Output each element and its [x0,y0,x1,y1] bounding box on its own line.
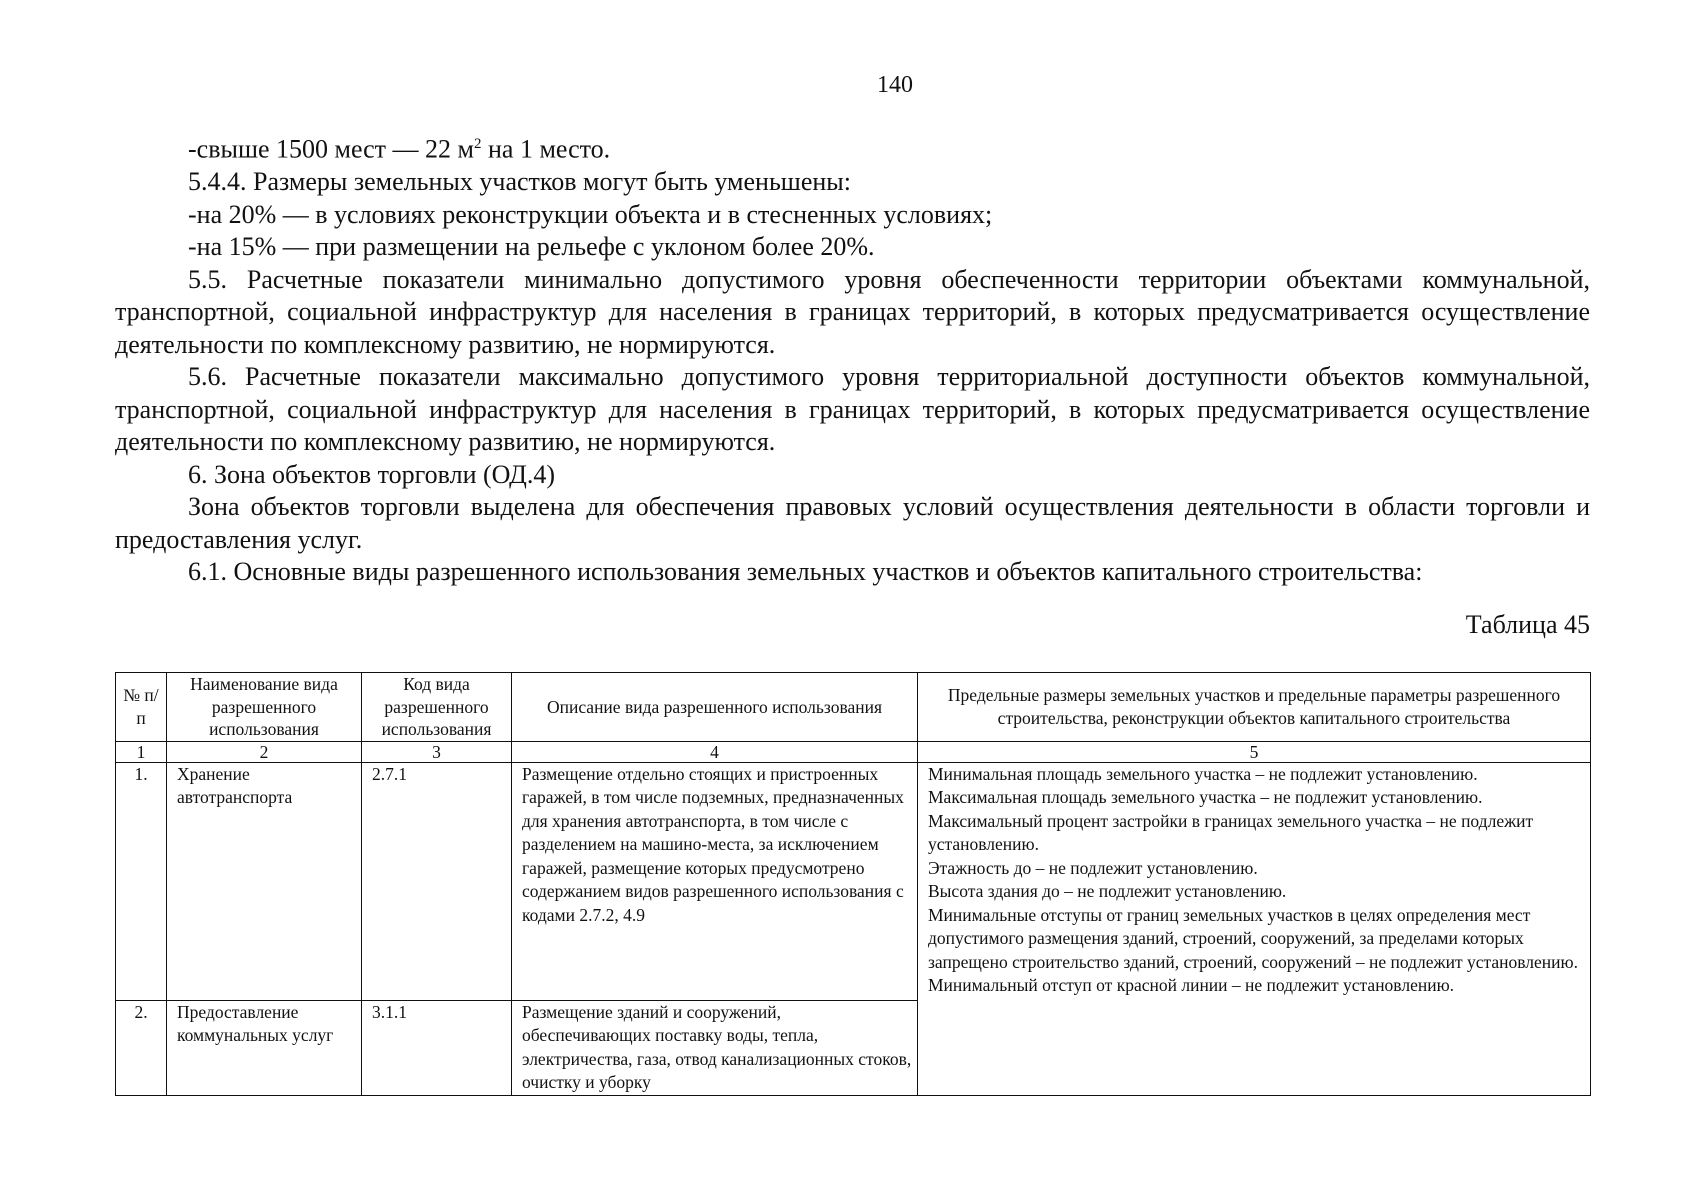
header-number: № п/п [116,673,167,742]
column-number: 2 [167,741,362,762]
table-header-row [116,673,1591,742]
paragraph-seats [115,128,1590,166]
parameter-line: Максимальный процент застройки в границах земельного участка – не подлежит установлению. [928,810,1534,854]
column-number-row [116,741,1591,762]
paragraph-6-1: 6.1. Основные виды разрешенного использования земельных участков и объектов капитального строительства: [188,557,1423,587]
use-name: Предоставление коммунальных услуг [167,1000,362,1095]
paragraph-5-4-4: 5.4.4. Размеры земельных участков могут быть уменьшены: [188,167,851,197]
regulations-table [115,672,1591,1096]
column-number: 3 [362,741,512,762]
paragraph-5-5: 5.5. Расчетные показатели минимально допустимого уровня обеспеченности территории объектами коммунальной, транспортной, социальной инфраструктур для населения в границах территорий, в которых предусматривается осуществление деятельности по комплексному развитию, не нормируются. [115,264,1590,359]
parameter-line: Высота здания до – не подлежит установлению. [928,881,1287,901]
use-name: Хранение автотранспорта [167,762,362,1000]
use-description: Размещение отдельно стоящих и пристроенных гаражей, в том числе подземных, предназначенных для хранения автотранспорта, в том числе с разделением на машино-места, за исключением гаражей, размещение которых предусмотрено содержанием видов разрешенного использования с кодами 2.7.2, 4.9 [512,762,918,1000]
table-row [116,762,1591,1000]
header-parameters: Предельные размеры земельных участков и предельные параметры разрешенного строительства, реконструкции объектов капитального строительства [918,673,1591,742]
table-caption: Таблица 45 [1465,610,1590,639]
header-use-name: Наименование вида разрешенного использования [167,673,362,742]
paragraph-5-6: 5.6. Расчетные показатели максимально допустимого уровня территориальной доступности объектов коммунальной, транспортной, социальной инфраструктур для населения в границах территорий, в которых предусматривается осуществление деятельности по комплексному развитию, не нормируются. [115,362,1590,457]
paragraph-seats-text: -свыше 1500 мест — 22 м [188,134,474,164]
header-use-code: Код вида разрешенного использования [362,673,512,742]
parameter-line: Этажность до – не подлежит установлению. [928,857,1258,878]
parameters-cell [918,762,1591,1095]
parameter-line: Минимальная площадь земельного участка – не подлежит установлению. [928,763,1478,784]
page-number: 140 [877,72,913,98]
use-code: 3.1.1 [362,1000,512,1095]
paragraph-reduce-20: -на 20% — в условиях реконструкции объекта и в стесненных условиях; [188,199,993,229]
use-code: 2.7.1 [362,762,512,1000]
column-number: 1 [116,741,167,762]
column-number: 4 [512,741,918,762]
parameter-line: Максимальная площадь земельного участка – не подлежит установлению. [928,787,1483,807]
column-number: 5 [918,741,1591,762]
use-description: Размещение зданий и сооружений, обеспечивающих поставку воды, тепла, электричества, газа, отвод канализационных стоков, очистку и уборку [512,1000,918,1095]
parameter-line: Минимальный отступ от красной линии – не подлежит установлению. [928,975,1455,995]
parameter-line: Минимальные отступы от границ земельных участков в целях определения мест допустимого размещения зданий, строений, сооружений, за пределами которых запрещено строительство зданий, строений, сооружений – не подлежит установлению. [928,904,1578,972]
row-number: 2. [116,1000,167,1095]
document-body [115,128,1590,589]
row-number: 1. [116,762,167,1000]
paragraph-zone-description: Зона объектов торговли выделена для обеспечения правовых условий осуществления деятельности в области торговли и предоставления услуг. [115,492,1590,554]
paragraph-seats-tail: на 1 место. [481,134,611,164]
header-use-description: Описание вида разрешенного использования [512,673,918,742]
superscript-two: 2 [474,136,482,152]
paragraph-reduce-15: -на 15% — при размещении на рельефе с уклоном более 20%. [188,232,875,262]
section-heading-zone-od4: 6. Зона объектов торговли (ОД.4) [188,459,556,489]
